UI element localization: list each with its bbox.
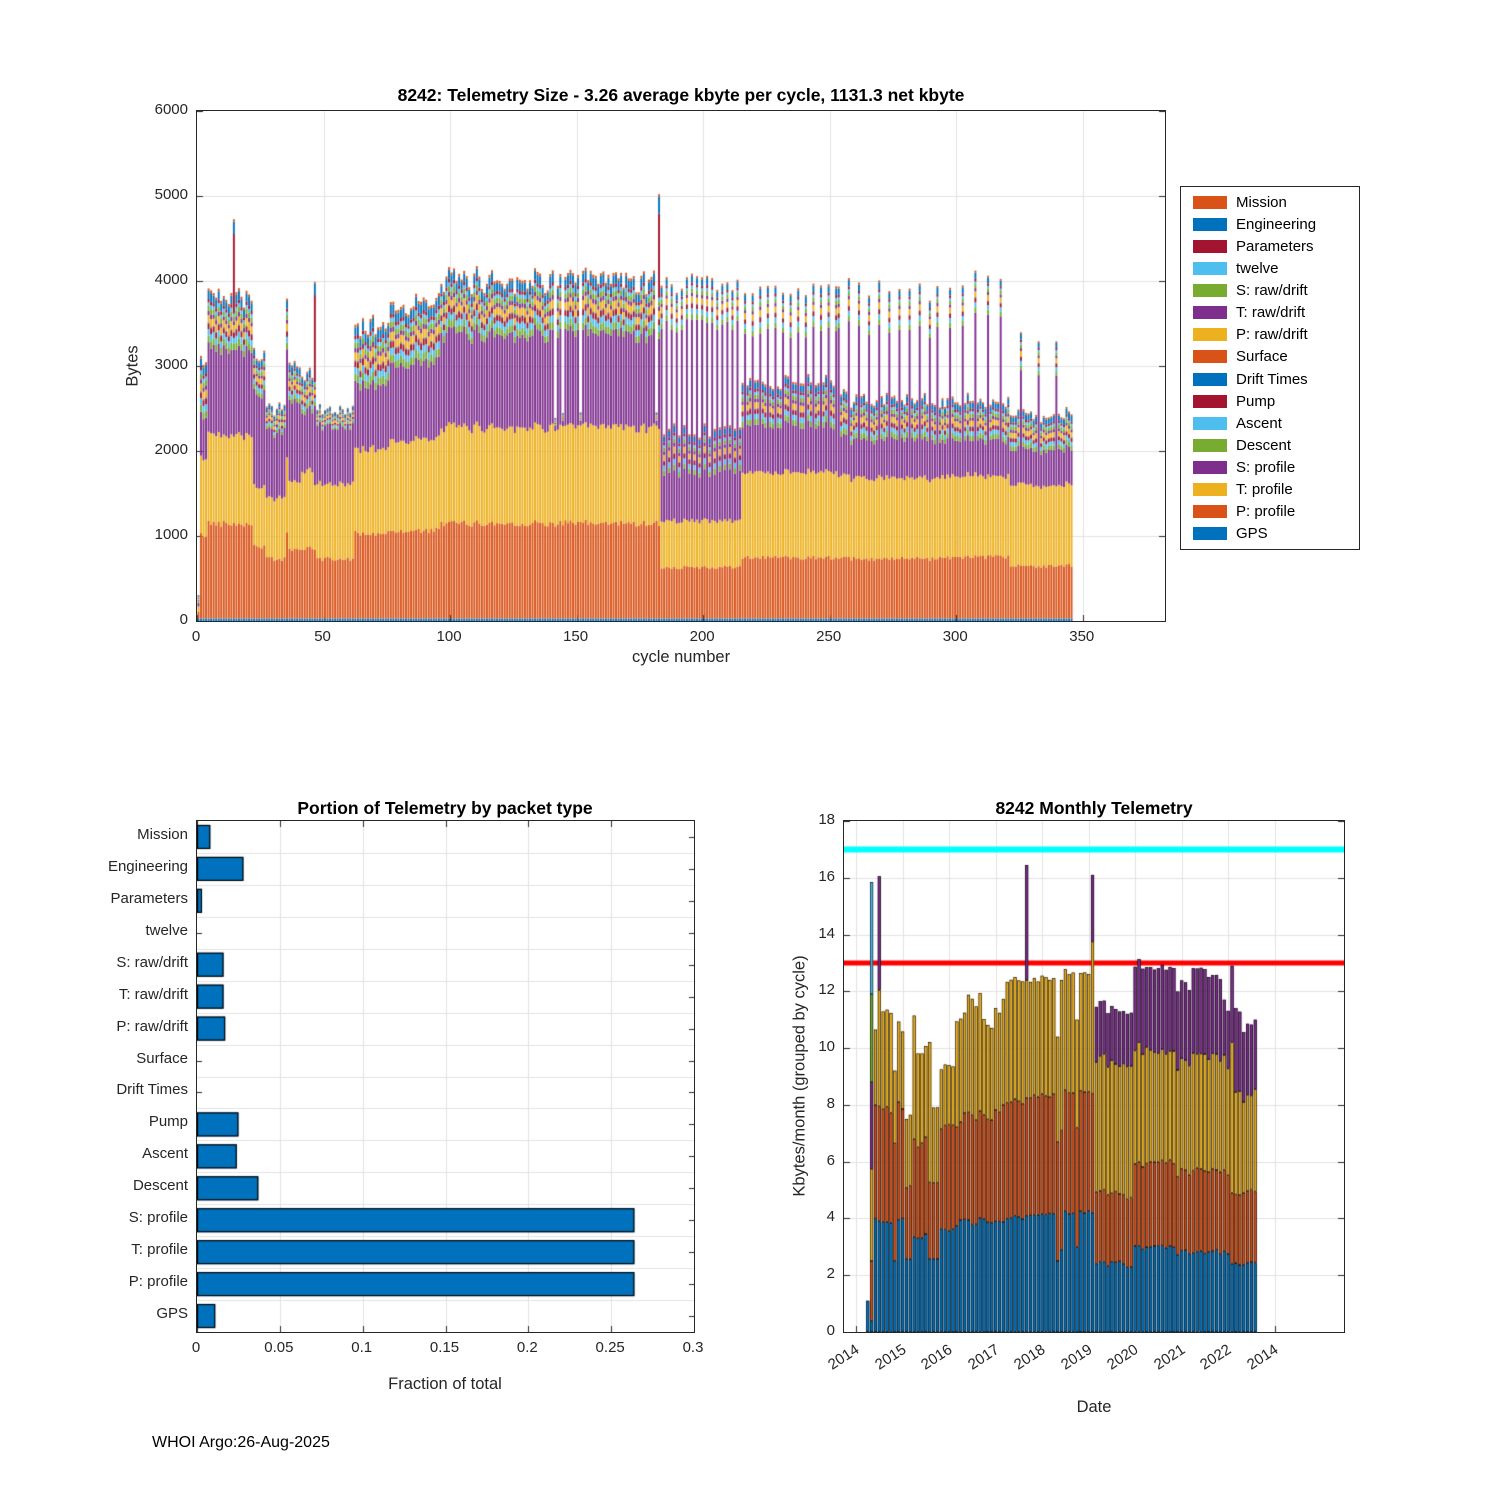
portion-chart-category-gps: GPS (156, 1305, 188, 1323)
monthly-chart-ytick: 8 (826, 1094, 835, 1112)
legend-label: twelve (1236, 259, 1279, 277)
monthly-chart-xtick: 2016 (918, 1341, 956, 1374)
legend-label: Ascent (1236, 414, 1282, 432)
portion-chart-category-mission: Mission (137, 825, 188, 843)
legend-row-gps (1181, 525, 1359, 542)
portion-chart-category-twelve: twelve (145, 921, 188, 939)
top-chart-xlabel: cycle number (631, 648, 731, 666)
legend-swatch (1193, 395, 1227, 408)
legend-swatch (1193, 505, 1227, 518)
monthly-chart-ytick: 4 (826, 1208, 835, 1226)
legend-label: Descent (1236, 436, 1292, 454)
top-chart-ytick: 6000 (154, 101, 188, 118)
top-chart-plot-area (196, 110, 1166, 622)
legend-row-t-raw-drift (1181, 304, 1359, 321)
portion-chart-category-engineering: Engineering (107, 857, 188, 875)
legend-label: P: profile (1236, 503, 1296, 521)
monthly-chart-xtick: 2020 (1104, 1341, 1142, 1374)
top-chart-ytick: 3000 (154, 356, 188, 373)
legend-row-mission (1181, 194, 1359, 211)
legend-label: T: raw/drift (1236, 304, 1306, 322)
legend-row-twelve (1181, 260, 1359, 277)
monthly-chart-ytick: 12 (818, 981, 835, 999)
legend-row-engineering (1181, 216, 1359, 233)
top-chart-xtick: 50 (314, 628, 331, 645)
portion-chart-title: Portion of Telemetry by packet type (297, 798, 593, 818)
monthly-chart-ytick: 0 (826, 1322, 835, 1339)
monthly-chart-xtick: 2022 (1197, 1341, 1235, 1374)
portion-chart-category-parameters: Parameters (110, 889, 188, 907)
legend-label: Mission (1236, 193, 1287, 211)
legend-row-pump (1181, 393, 1359, 410)
legend (1180, 186, 1360, 550)
portion-chart-category-ascent: Ascent (142, 1145, 188, 1163)
monthly-chart-xtick: 2019 (1057, 1341, 1095, 1374)
portion-chart-xlabel: Fraction of total (388, 1375, 502, 1393)
monthly-chart-canvas (844, 821, 1344, 1332)
legend-swatch (1193, 483, 1227, 496)
legend-row-s-raw-drift (1181, 282, 1359, 299)
legend-swatch (1193, 527, 1227, 540)
legend-swatch (1193, 328, 1227, 341)
top-chart-ytick: 0 (179, 611, 188, 628)
portion-chart-category-t-profile: T: profile (131, 1241, 188, 1259)
portion-chart-category-pump: Pump (148, 1113, 188, 1131)
portion-chart-xtick: 0.15 (429, 1339, 460, 1356)
legend-swatch (1193, 373, 1227, 386)
monthly-chart-ytick: 14 (818, 924, 835, 942)
legend-swatch (1193, 240, 1227, 253)
monthly-chart-xtick: 2015 (871, 1341, 909, 1374)
legend-label: GPS (1236, 525, 1268, 543)
top-chart-xtick: 150 (563, 628, 589, 645)
legend-row-p-raw-drift (1181, 326, 1359, 343)
portion-chart-category-s-profile: S: profile (128, 1209, 188, 1227)
monthly-chart-ylabel: Kbytes/month (grouped by cycle) (790, 955, 809, 1197)
legend-label: S: raw/drift (1236, 282, 1308, 300)
legend-label: T: profile (1236, 481, 1293, 499)
legend-row-descent (1181, 437, 1359, 454)
legend-swatch (1193, 461, 1227, 474)
footer-timestamp: WHOI Argo:26-Aug-2025 (152, 1434, 330, 1451)
monthly-chart-ytick: 16 (818, 867, 835, 885)
portion-chart-xtick: 0.05 (264, 1339, 294, 1356)
monthly-chart-xtick: 2018 (1011, 1341, 1049, 1374)
top-chart-xtick: 250 (816, 628, 842, 645)
monthly-chart-ytick: 2 (826, 1265, 835, 1283)
top-chart-ytick: 4000 (154, 271, 188, 288)
monthly-chart-xtick: 2021 (1150, 1341, 1188, 1374)
legend-swatch (1193, 218, 1227, 231)
monthly-chart-ytick: 6 (826, 1151, 835, 1169)
top-chart-ylabel: Bytes (123, 345, 142, 387)
top-chart-xtick: 100 (436, 628, 462, 645)
top-chart-ytick: 5000 (154, 186, 188, 203)
legend-row-p-profile (1181, 503, 1359, 520)
top-chart-canvas (197, 111, 1165, 621)
legend-label: Surface (1236, 348, 1288, 366)
legend-swatch (1193, 306, 1227, 319)
monthly-chart-xlabel: Date (1076, 1398, 1112, 1416)
monthly-chart-ytick: 10 (818, 1038, 835, 1056)
top-chart-title: 8242: Telemetry Size - 3.26 average kbyte per cycle, 1131.3 net kbyte (397, 85, 965, 105)
portion-chart-category-p-raw-drift: P: raw/drift (116, 1017, 188, 1035)
monthly-chart-xtick: 2014 (825, 1341, 863, 1374)
legend-swatch (1193, 439, 1227, 452)
legend-swatch (1193, 350, 1227, 363)
legend-label: P: raw/drift (1236, 326, 1308, 344)
top-chart-xtick: 300 (942, 628, 968, 645)
portion-chart-xtick: 0.1 (351, 1339, 373, 1356)
top-chart-xtick: 200 (689, 628, 715, 645)
legend-swatch (1193, 284, 1227, 297)
legend-swatch (1193, 196, 1227, 209)
portion-chart-category-drift-times: Drift Times (116, 1081, 188, 1099)
portion-chart-category-s-raw-drift: S: raw/drift (116, 953, 188, 971)
portion-chart-category-p-profile: P: profile (128, 1273, 188, 1291)
monthly-chart-ytick: 18 (818, 811, 835, 828)
legend-row-s-profile (1181, 459, 1359, 476)
portion-chart-category-descent: Descent (132, 1177, 188, 1195)
top-chart-xtick: 350 (1069, 628, 1095, 645)
legend-swatch (1193, 417, 1227, 430)
legend-label: Parameters (1236, 237, 1314, 255)
legend-label: S: profile (1236, 459, 1296, 477)
portion-chart-xtick: 0.25 (595, 1339, 625, 1356)
monthly-chart-xtick: 2017 (964, 1341, 1002, 1374)
top-chart-xtick: 0 (191, 628, 201, 645)
monthly-chart-xtick: 2014 (1243, 1341, 1281, 1374)
legend-label: Pump (1236, 392, 1276, 410)
monthly-chart-plot-area (843, 820, 1345, 1333)
legend-label: Drift Times (1236, 370, 1308, 388)
portion-chart-xtick: 0 (191, 1339, 201, 1356)
portion-chart-plot-area (196, 820, 695, 1333)
portion-chart-canvas (197, 821, 694, 1332)
legend-swatch (1193, 262, 1227, 275)
legend-row-ascent (1181, 415, 1359, 432)
monthly-chart-title: 8242 Monthly Telemetry (995, 798, 1193, 818)
legend-row-t-profile (1181, 481, 1359, 498)
portion-chart-category-surface: Surface (136, 1049, 188, 1067)
legend-row-parameters (1181, 238, 1359, 255)
portion-chart-xtick: 0.2 (516, 1339, 538, 1356)
top-chart-ytick: 2000 (154, 441, 188, 458)
legend-label: Engineering (1236, 215, 1317, 233)
portion-chart-xtick: 0.3 (682, 1339, 704, 1356)
portion-chart-category-t-raw-drift: T: raw/drift (118, 985, 188, 1003)
legend-row-drift-times (1181, 371, 1359, 388)
legend-row-surface (1181, 348, 1359, 365)
top-chart-ytick: 1000 (154, 526, 188, 543)
